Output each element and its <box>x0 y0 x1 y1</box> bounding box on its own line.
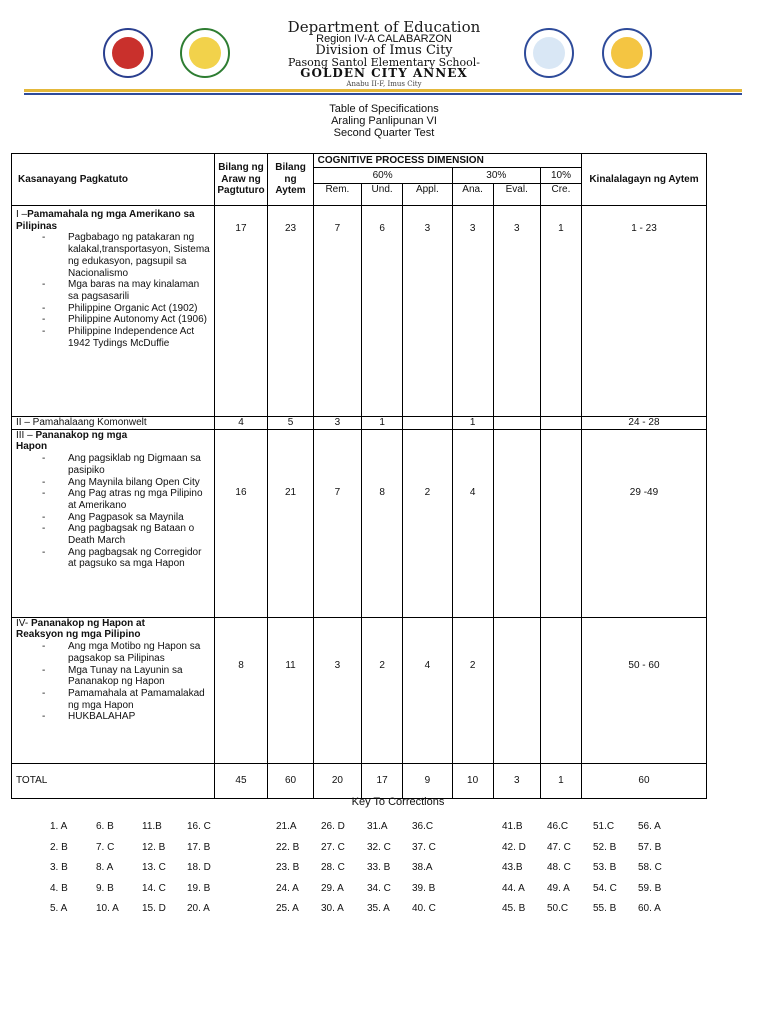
header-60: 60% <box>313 168 452 184</box>
key-answer: 50.C <box>547 903 569 914</box>
key-answer: 41.B <box>502 821 523 832</box>
ana-cell: 1 <box>452 417 493 430</box>
key-answer: 57. B <box>638 841 662 853</box>
items-cell: 60 <box>268 763 313 798</box>
key-answer: 40. C <box>412 903 436 914</box>
key-answer: 46.C <box>547 821 569 832</box>
key-answer: 38.A <box>412 862 433 873</box>
items-cell: 5 <box>268 417 313 430</box>
days-cell: 8 <box>214 617 268 763</box>
header-appl: Appl. <box>403 184 453 206</box>
cre-cell: 1 <box>540 206 581 417</box>
list-item: - Mga Tunay na Layunin sa Pananakop ng Hapon <box>38 665 211 688</box>
header-30: 30% <box>452 168 540 184</box>
rem-cell: 20 <box>313 763 361 798</box>
table-row <box>12 429 707 617</box>
key-answer: 7. C <box>96 841 115 853</box>
school-address: Anabu II-F, Imus City <box>346 80 422 88</box>
ana-cell: 10 <box>452 763 493 798</box>
key-column <box>502 817 526 920</box>
specifications-table <box>11 153 707 799</box>
appl-cell: 4 <box>403 617 453 763</box>
eval-cell: 3 <box>493 206 540 417</box>
key-answer: 31.A <box>367 821 388 832</box>
key-answer: 16. C <box>187 821 211 832</box>
appl-cell: 3 <box>403 206 453 417</box>
list-item: - Philippine Independence Act 1942 Tydings McDuffie <box>38 326 211 349</box>
list-item: - HUKBALAHAP <box>38 711 211 723</box>
list-item: - Pamamahala at Pamamalakad ng mga Hapon <box>38 688 211 711</box>
key-answer: 34. C <box>367 882 391 894</box>
location-cell: 50 - 60 <box>581 617 706 763</box>
key-answer: 51.C <box>593 821 615 832</box>
key-answer: 14. C <box>142 882 166 894</box>
subtopic-list <box>16 232 211 349</box>
key-answer: 39. B <box>412 882 436 894</box>
key-answer: 21.A <box>276 821 297 832</box>
key-column <box>593 817 617 920</box>
key-answer: 4. B <box>50 882 68 894</box>
location-cell: 29 -49 <box>581 429 706 617</box>
items-cell: 21 <box>268 429 313 617</box>
key-answer: 15. D <box>142 903 166 914</box>
doc-subject: Araling Panlipunan VI <box>331 115 437 127</box>
key-column <box>638 817 662 920</box>
key-answer: 23. B <box>276 862 300 873</box>
annex-name: GOLDEN CITY ANNEX <box>300 66 468 80</box>
days-cell: 4 <box>214 417 268 430</box>
und-cell: 8 <box>362 429 403 617</box>
location-cell: 24 - 28 <box>581 417 706 430</box>
doc-title: Table of Specifications <box>329 103 439 115</box>
key-answer: 29. A <box>321 882 344 894</box>
key-answer: 48. C <box>547 862 571 873</box>
eval-cell <box>493 417 540 430</box>
key-answer: 36.C <box>412 821 434 832</box>
header-items: Bilang ng Aytem <box>268 154 313 206</box>
header-und: Und. <box>362 184 403 206</box>
key-answer: 53. B <box>593 862 617 873</box>
key-answer: 9. B <box>96 882 114 894</box>
list-item: - Philippine Autonomy Act (1906) <box>38 314 211 326</box>
header-eval: Eval. <box>493 184 540 206</box>
rem-cell: 3 <box>313 417 361 430</box>
key-column <box>367 817 391 920</box>
key-column <box>321 817 345 920</box>
location-cell: 1 - 23 <box>581 206 706 417</box>
header-rule-blue <box>24 93 742 95</box>
location-cell: 60 <box>581 763 706 798</box>
key-answer: 56. A <box>638 821 661 832</box>
list-item: - Ang pagbagsak ng Corregidor at pagsuko sa mga Hapon <box>38 547 211 570</box>
eval-cell: 3 <box>493 763 540 798</box>
table-row <box>12 617 707 763</box>
list-item: - Ang Pag atras ng mga Pilipino at Amerikano <box>38 488 211 511</box>
ana-cell: 3 <box>452 206 493 417</box>
key-answer: 42. D <box>502 841 526 853</box>
key-answer: 5. A <box>50 903 68 914</box>
total-row <box>12 763 707 798</box>
key-answer: 17. B <box>187 841 211 853</box>
key-title: Key To Corrections <box>351 796 445 808</box>
header-rule-gold <box>24 89 742 92</box>
appl-cell <box>403 417 453 430</box>
und-cell: 1 <box>362 417 403 430</box>
list-item: - Ang mga Motibo ng Hapon sa pagsakop sa Pilipinas <box>38 641 211 664</box>
region-name: Region IV-A CALABARZON <box>316 33 452 45</box>
key-column <box>96 817 119 920</box>
key-answer: 26. D <box>321 821 345 832</box>
days-cell: 45 <box>214 763 268 798</box>
items-cell: 23 <box>268 206 313 417</box>
rem-cell: 3 <box>313 617 361 763</box>
ana-cell: 2 <box>452 617 493 763</box>
document-titles <box>0 103 768 139</box>
key-answer: 3. B <box>50 862 68 873</box>
key-answer: 44. A <box>502 882 525 894</box>
subtopic-list <box>16 453 211 570</box>
cre-cell <box>540 617 581 763</box>
cre-cell <box>540 417 581 430</box>
header-location: Kinalalagayn ng Aytem <box>581 154 706 206</box>
key-answer: 47. C <box>547 841 571 853</box>
key-answer: 37. C <box>412 841 436 853</box>
rem-cell: 7 <box>313 429 361 617</box>
table-row <box>12 206 707 417</box>
und-cell: 17 <box>362 763 403 798</box>
list-item: - Ang pagbagsak ng Bataan o Death March <box>38 523 211 546</box>
key-answer: 52. B <box>593 841 617 853</box>
key-answer: 58. C <box>638 862 662 873</box>
rem-cell: 7 <box>313 206 361 417</box>
key-answer: 8. A <box>96 862 114 873</box>
table-row <box>12 417 707 430</box>
days-cell: 17 <box>214 206 268 417</box>
key-answer: 35. A <box>367 903 390 914</box>
key-answer: 25. A <box>276 903 299 914</box>
header-ana: Ana. <box>452 184 493 206</box>
key-answer: 33. B <box>367 862 391 873</box>
school-name: Pasong Santol Elementary School- <box>288 56 480 69</box>
key-answer: 2. B <box>50 841 68 853</box>
list-item: - Mga baras na may kinalaman sa pagsasarili <box>38 279 211 302</box>
list-item: - Ang pagsiklab ng Digmaan sa pasipiko <box>38 453 211 476</box>
key-column <box>187 817 211 920</box>
key-answer: 1. A <box>50 821 68 832</box>
appl-cell: 2 <box>403 429 453 617</box>
topic-cell <box>12 429 215 617</box>
key-answer: 43.B <box>502 862 523 873</box>
header-rem: Rem. <box>313 184 361 206</box>
subtopic-list <box>16 641 211 723</box>
key-answer: 27. C <box>321 841 345 853</box>
key-answer: 30. A <box>321 903 344 914</box>
doc-quarter: Second Quarter Test <box>333 127 435 139</box>
list-item: - Philippine Organic Act (1902) <box>38 303 211 315</box>
key-answer: 20. A <box>187 903 210 914</box>
list-item: - Ang Pagpasok sa Maynila <box>38 512 211 524</box>
total-label: TOTAL <box>12 763 215 798</box>
topic-title: II – Pamahalaang Komonwelt <box>12 417 215 430</box>
key-answer: 54. C <box>593 882 617 894</box>
department-name: Department of Education <box>287 18 481 36</box>
eval-cell <box>493 429 540 617</box>
division-name: Division of Imus City <box>315 43 453 58</box>
items-cell: 11 <box>268 617 313 763</box>
key-column <box>547 817 571 920</box>
header-10: 10% <box>540 168 581 184</box>
key-answer: 10. A <box>96 903 119 914</box>
key-answer: 59. B <box>638 882 662 894</box>
topic-title: IV- Pananakop ng Hapon at Reaksyon ng mga Pilipino <box>16 617 145 641</box>
key-column <box>50 817 68 920</box>
key-answer: 19. B <box>187 882 211 894</box>
key-answer: 32. C <box>367 841 391 853</box>
appl-cell: 9 <box>403 763 453 798</box>
letterhead <box>0 0 768 100</box>
header-topic: Kasanayang Pagkatuto <box>12 154 215 206</box>
und-cell: 6 <box>362 206 403 417</box>
cre-cell: 1 <box>540 763 581 798</box>
topic-title: I –Pamamahala ng mga Amerikano sa Pilipinas <box>16 209 195 232</box>
ana-cell: 4 <box>452 429 493 617</box>
cre-cell <box>540 429 581 617</box>
key-answer: 22. B <box>276 841 300 853</box>
key-answer: 12. B <box>142 841 166 853</box>
list-item: - Ang Maynila bilang Open City <box>38 477 211 489</box>
days-cell: 16 <box>214 429 268 617</box>
list-item: - Pagbabago ng patakaran ng kalakal,transportasyon, Sistema ng edukasyon, pagsupil sa Nacionalismo <box>38 232 211 279</box>
header-days: Bilang ng Araw ng Pagtuturo <box>214 154 268 206</box>
key-answer: 55. B <box>593 903 617 914</box>
header-cre: Cre. <box>540 184 581 206</box>
eval-cell <box>493 617 540 763</box>
topic-title: III – Pananakop ng mga Hapon <box>16 429 128 453</box>
topic-cell <box>12 206 215 417</box>
key-answer: 49. A <box>547 882 570 894</box>
key-answer: 45. B <box>502 903 526 914</box>
key-answer: 24. A <box>276 882 299 894</box>
header-cpd: COGNITIVE PROCESS DIMENSION <box>313 154 581 168</box>
key-answer: 60. A <box>638 903 661 914</box>
key-answer: 11.B <box>142 821 162 832</box>
key-column <box>142 817 166 920</box>
key-column <box>276 817 299 920</box>
key-answer: 28. C <box>321 862 345 873</box>
und-cell: 2 <box>362 617 403 763</box>
key-answer: 18. D <box>187 862 211 873</box>
key-answer: 13. C <box>142 862 166 873</box>
key-column <box>412 817 436 920</box>
key-answer: 6. B <box>96 821 114 832</box>
topic-cell <box>12 617 215 763</box>
